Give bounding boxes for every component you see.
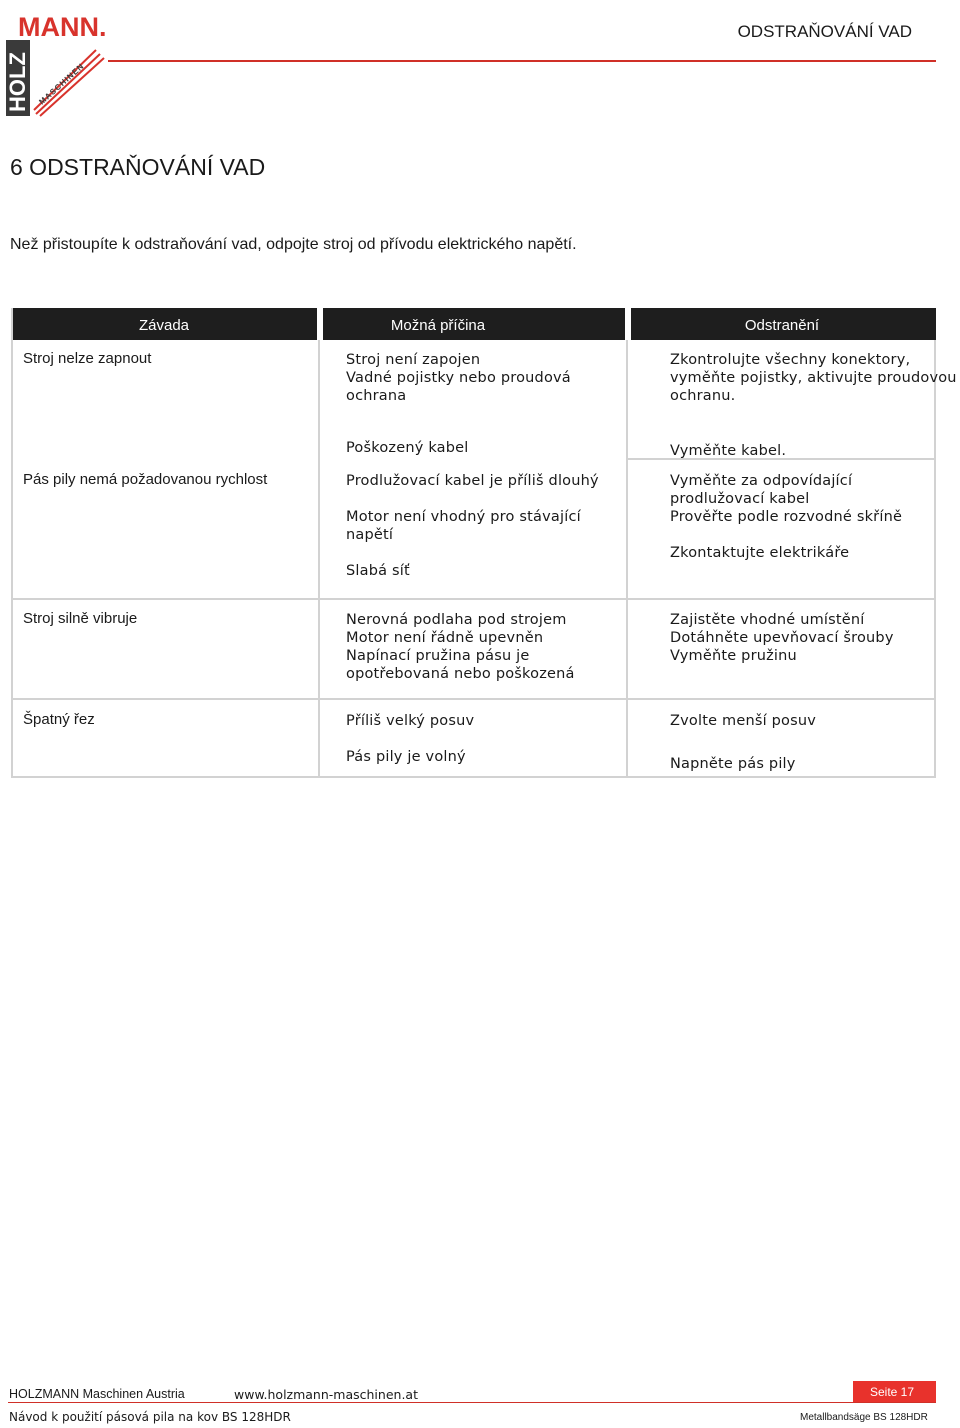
cause-line: Slabá síť xyxy=(346,563,410,579)
fault-cell: Pás pily nemá požadovanou rychlost xyxy=(23,471,268,488)
page-number-badge: Seite 17 xyxy=(853,1381,936,1402)
cause-line: Pás pily je volný xyxy=(346,749,466,765)
fix-line: Prověřte podle rozvodné skříně xyxy=(670,509,903,525)
fix-line: prodlužovací kabel xyxy=(670,491,810,507)
fix-line: Dotáhněte upevňovací šrouby xyxy=(670,630,894,646)
grid-line xyxy=(11,308,13,778)
cause-line: Poškozený kabel xyxy=(346,440,469,456)
fix-line: Zvolte menší posuv xyxy=(670,713,817,729)
grid-line xyxy=(934,340,936,778)
column-header-fix: Odstranění xyxy=(744,317,820,334)
fix-line: Zkontaktujte elektrikáře xyxy=(670,545,850,561)
footer-company: HOLZMANN Maschinen Austria xyxy=(9,1387,185,1401)
logo-brand-text: MANN. xyxy=(18,12,107,42)
logo-maschinen-text: MASCHINEN xyxy=(37,61,87,107)
fault-cell: Špatný řez xyxy=(23,711,95,728)
cause-line: Prodlužovací kabel je příliš dlouhý xyxy=(346,473,599,489)
fix-line: Vyměňte za odpovídající xyxy=(670,473,853,489)
footer-url[interactable]: www.holzmann-maschinen.at xyxy=(234,1387,418,1402)
troubleshooting-table xyxy=(11,308,957,778)
fix-line: vyměňte pojistky, aktivujte proudovou xyxy=(670,370,957,386)
footer-manual-title: Návod k použití pásová pila na kov BS 128HDR xyxy=(9,1410,291,1424)
grid-line xyxy=(11,698,936,700)
fix-line: Vyměňte pružinu xyxy=(670,648,797,664)
header-divider xyxy=(625,308,631,340)
header-rule xyxy=(108,60,936,62)
logo-holz-text: HOLZ xyxy=(6,52,30,112)
cause-line: Motor není vhodný pro stávající xyxy=(346,509,581,525)
section-intro: Než přistoupíte k odstraňování vad, odpojte stroj od přívodu elektrického napětí. xyxy=(10,236,577,253)
grid-line xyxy=(626,340,628,778)
cause-line: Nerovná podlaha pod strojem xyxy=(346,612,567,628)
footer-rule xyxy=(8,1402,936,1403)
cause-line: Stroj není zapojen xyxy=(346,352,481,368)
holzmann-logo xyxy=(6,10,108,118)
cause-line: ochrana xyxy=(346,388,407,404)
fix-line: Zajistěte vhodné umístění xyxy=(670,612,865,628)
cause-line: napětí xyxy=(346,527,394,543)
fix-line: Napněte pás pily xyxy=(670,756,796,772)
fault-cell: Stroj nelze zapnout xyxy=(23,350,152,367)
fix-line: ochranu. xyxy=(670,388,736,404)
cause-line: Příliš velký posuv xyxy=(346,713,475,729)
fix-line: Zkontrolujte všechny konektory, xyxy=(670,352,911,368)
column-header-fault: Závada xyxy=(138,317,190,334)
cause-line: opotřebovaná nebo poškozená xyxy=(346,666,575,682)
grid-line xyxy=(11,776,936,778)
section-heading: 6 ODSTRAŇOVÁNÍ VAD xyxy=(10,154,266,180)
cause-line: Napínací pružina pásu je xyxy=(346,648,530,664)
fix-line: Vyměňte kabel. xyxy=(670,443,787,459)
grid-line xyxy=(11,598,936,600)
column-header-cause: Možná příčina xyxy=(390,317,486,334)
header-title: ODSTRAŇOVÁNÍ VAD xyxy=(737,22,912,41)
footer-model: Metallbandsäge BS 128HDR xyxy=(800,1412,928,1423)
header-divider xyxy=(317,308,323,340)
grid-line xyxy=(318,340,320,778)
fault-cell: Stroj silně vibruje xyxy=(23,610,138,627)
cause-line: Motor není řádně upevněn xyxy=(346,630,544,646)
cause-line: Vadné pojistky nebo proudová xyxy=(346,370,571,386)
